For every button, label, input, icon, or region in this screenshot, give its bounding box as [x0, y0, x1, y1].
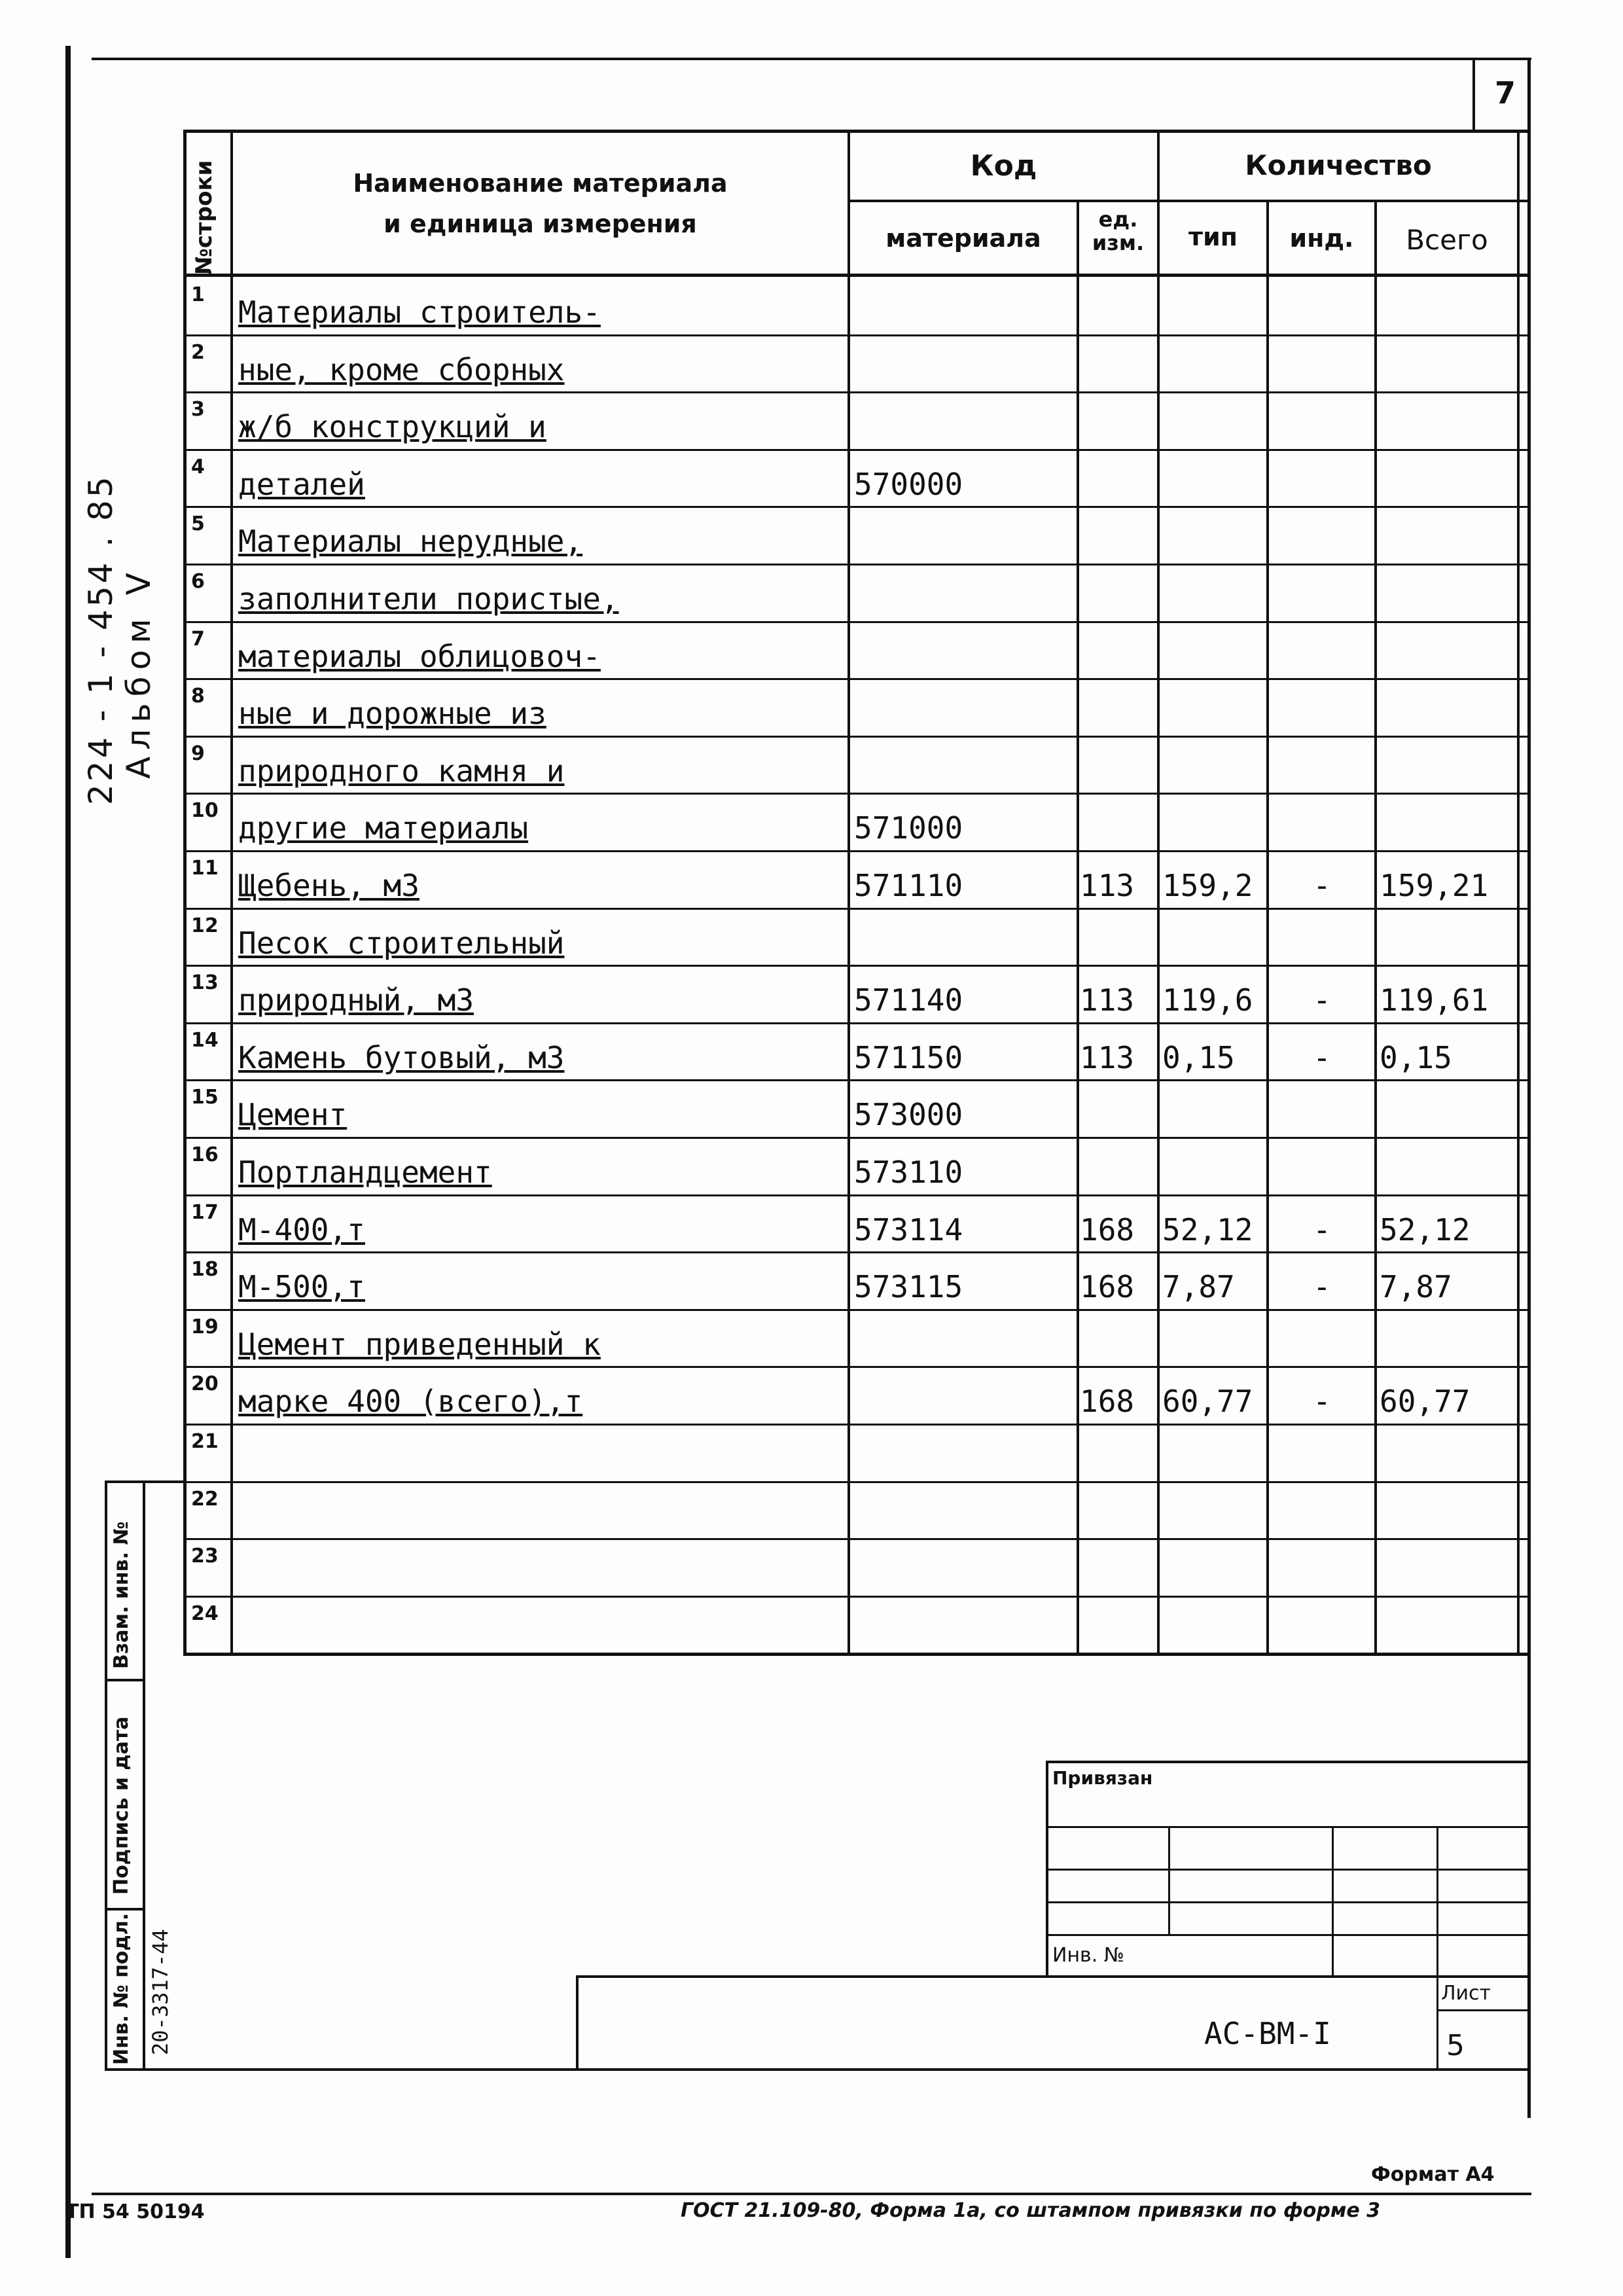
cell-name: заполнители пористые, [238, 582, 619, 616]
title-sheet: 5 [1446, 2029, 1465, 2062]
cell-name: другие материалы [238, 811, 529, 845]
cell-tip: 159,2 [1162, 869, 1253, 903]
row-number: 16 [191, 1143, 219, 1166]
row-number: 3 [191, 398, 205, 421]
cell-code: 571000 [854, 811, 963, 845]
cell-tip: 119,6 [1162, 983, 1253, 1017]
stamp-podpis: Подпись и дата [110, 1716, 133, 1895]
cell-name: Цемент приведенный к [238, 1327, 601, 1361]
frame-left-line [65, 46, 71, 2258]
footer-left: ТП 54 50194 [65, 2200, 205, 2223]
title-inv-no: Инв. № [1052, 1944, 1125, 1967]
header-name-line1: Наименование материала [353, 169, 728, 198]
cell-tip: 0,15 [1162, 1041, 1235, 1075]
side-code-block [82, 474, 158, 805]
row-number: 21 [191, 1430, 219, 1453]
cell-name: ные и дорожные из [238, 696, 546, 730]
header-ind: инд. [1289, 224, 1354, 253]
row-number: 17 [191, 1201, 219, 1224]
header-quantity: Количество [1245, 149, 1432, 181]
row-number: 18 [191, 1258, 219, 1281]
cell-total: 60,77 [1380, 1384, 1471, 1418]
row-number: 2 [191, 341, 205, 364]
cell-total: 7,87 [1380, 1270, 1452, 1304]
header-name-line2: и единица измерения [383, 209, 697, 238]
cell-name: М-400,т [238, 1213, 365, 1247]
frame-bottom-line [92, 2193, 1531, 2195]
row-number: 10 [191, 799, 219, 822]
page-number: 7 [1494, 75, 1516, 111]
cell-code: 571110 [854, 869, 963, 903]
cell-ind: - [1313, 1041, 1331, 1075]
cell-name: природный, м3 [238, 983, 474, 1017]
row-number: 9 [191, 742, 205, 765]
cell-ind: - [1313, 1213, 1331, 1247]
side-code: 224 - 1 - 454 . 85 [82, 474, 120, 805]
cell-name: Портландцемент [238, 1155, 492, 1189]
cell-ind: - [1313, 983, 1331, 1017]
cell-code: 573114 [854, 1213, 963, 1247]
header-material: материала [885, 224, 1041, 253]
row-number: 7 [191, 628, 205, 651]
cell-name: ж/б конструкций и [238, 410, 546, 444]
cell-total: 0,15 [1380, 1041, 1452, 1075]
cell-name: Материалы строитель- [238, 295, 601, 329]
row-number: 19 [191, 1316, 219, 1338]
cell-code: 571140 [854, 983, 963, 1017]
cell-ind: - [1313, 1384, 1331, 1418]
header-type: тип [1188, 223, 1238, 251]
cell-unit: 113 [1080, 1041, 1135, 1075]
cell-tip: 52,12 [1162, 1213, 1253, 1247]
cell-total: 52,12 [1380, 1213, 1471, 1247]
row-number: 5 [191, 512, 205, 535]
row-number: 23 [191, 1545, 219, 1568]
header-code: Код [970, 149, 1037, 183]
cell-unit: 168 [1080, 1213, 1135, 1247]
cell-name: деталей [238, 467, 365, 501]
row-number: 4 [191, 456, 205, 478]
stamp-inv-value: 20-3317-44 [148, 1929, 173, 2055]
cell-tip: 60,77 [1162, 1384, 1253, 1418]
title-list-label: Лист [1441, 1982, 1491, 2005]
cell-name: материалы облицовоч- [238, 639, 601, 673]
row-number: 13 [191, 971, 219, 994]
cell-tip: 7,87 [1162, 1270, 1235, 1304]
cell-name: природного камня и [238, 754, 565, 788]
cell-name: Цемент [238, 1098, 348, 1132]
header-total: Всего [1406, 224, 1488, 256]
album-label: Альбом V [120, 566, 158, 779]
row-number: 12 [191, 914, 219, 937]
cell-name: Камень бутовый, м3 [238, 1041, 565, 1075]
cell-ind: - [1313, 1270, 1331, 1304]
header-row-no: №строки [191, 160, 217, 275]
cell-total: 119,61 [1380, 983, 1489, 1017]
cell-total: 159,21 [1380, 869, 1489, 903]
row-number: 14 [191, 1029, 219, 1052]
cell-name: Щебень, м3 [238, 869, 419, 903]
cell-code: 573110 [854, 1155, 963, 1189]
row-number: 22 [191, 1488, 219, 1511]
cell-name: марке 400 (всего),т [238, 1384, 583, 1418]
cell-name: Песок строительный [238, 926, 565, 960]
cell-code: 573000 [854, 1098, 963, 1132]
cell-unit: 168 [1080, 1384, 1135, 1418]
row-number: 8 [191, 685, 205, 708]
title-doc-code: АС-ВМ-I [1204, 2016, 1331, 2051]
frame-top-line [92, 58, 1531, 60]
row-number: 15 [191, 1086, 219, 1109]
row-number: 6 [191, 570, 205, 593]
cell-ind: - [1313, 869, 1331, 903]
header-unit-l1: ед. [1098, 207, 1138, 232]
cell-code: 570000 [854, 467, 963, 501]
footer-right: ГОСТ 21.109-80, Форма 1а, со штампом привязки по форме 3 [681, 2199, 1381, 2222]
cell-unit: 113 [1080, 983, 1135, 1017]
cell-name: М-500,т [238, 1270, 365, 1304]
stamp-vzam: Взам. инв. № [110, 1521, 133, 1669]
header-unit-l2: изм. [1092, 230, 1145, 255]
stamp-inv-podl: Инв. № подл. [110, 1912, 133, 2065]
cell-code: 571150 [854, 1041, 963, 1075]
title-privyazan: Привязан [1052, 1767, 1153, 1789]
cell-code: 573115 [854, 1270, 963, 1304]
footer-format: Формат А4 [1371, 2163, 1495, 2186]
row-number: 11 [191, 857, 219, 880]
cell-unit: 168 [1080, 1270, 1135, 1304]
row-number: 20 [191, 1372, 219, 1395]
row-number: 1 [191, 283, 205, 306]
cell-name: Материалы нерудные, [238, 524, 583, 558]
row-number: 24 [191, 1602, 219, 1625]
frame-right-line [1527, 58, 1531, 2118]
cell-unit: 113 [1080, 869, 1135, 903]
cell-name: ные, кроме сборных [238, 353, 565, 387]
page-number-box-left [1472, 59, 1475, 131]
